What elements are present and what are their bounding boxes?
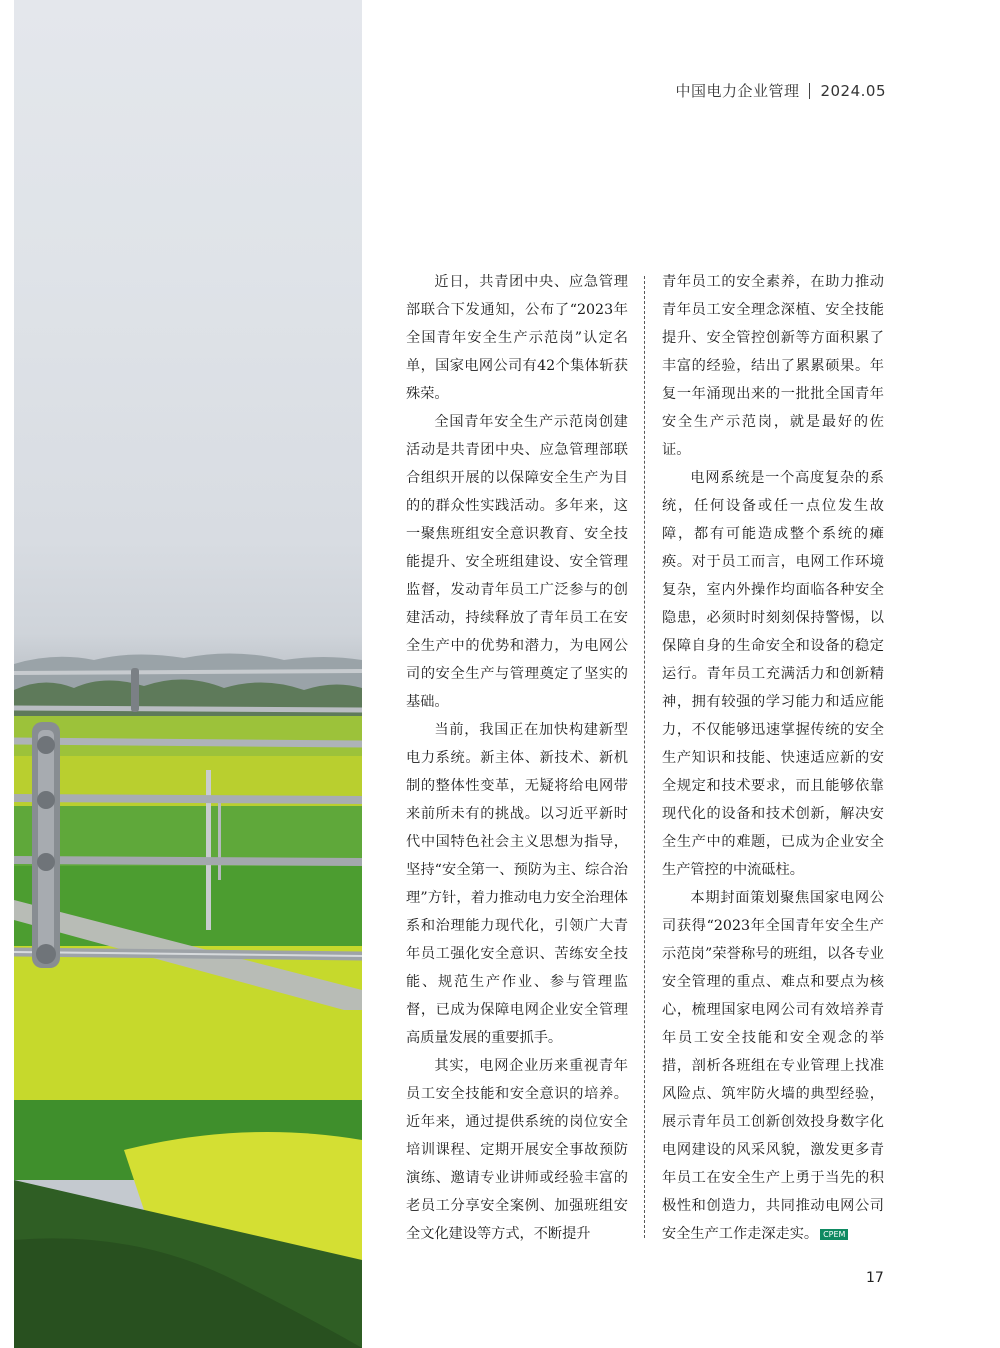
end-mark-badge: CPEM — [820, 1229, 848, 1240]
page-number: 17 — [866, 1270, 884, 1286]
running-header — [675, 80, 886, 101]
rapeseed-field-illustration — [14, 0, 362, 1348]
magazine-name: 中国电力企业管理 — [675, 82, 800, 100]
paragraph: 电网系统是一个高度复杂的系统，任何设备或任一点位发生故障，都有可能造成整个系统的瘫痪。对于员工而言，电网工作环境复杂，室内外操作均面临各种安全隐患，必须时时刻刻保持警惕，以保障自身的生命安全和设备的稳定运行。青年员工充满活力和创新精神，拥有较强的学习能力和适应能力，不仅能够迅速掌握传统的安全生产知识和技能、快速适应新的安全规定和技术要求，而且能够依靠现代化的设备和技术创新，解决安全生产中的难题，已成为企业安全生产管控的中流砥柱。 — [662, 470, 884, 878]
paragraph: 全国青年安全生产示范岗创建活动是共青团中央、应急管理部联合组织开展的以保障安全生产为目的的群众性实践活动。多年来，这一聚焦班组安全意识教育、安全技能提升、安全班组建设、安全管理监督，发动青年员工广泛参与的创建活动，持续释放了青年员工在安全生产中的优势和潜力，为电网公司的安全生产与管理奠定了坚实的基础。 — [406, 414, 628, 710]
field-yellow-2 — [14, 946, 362, 1100]
utility-pole-thin — [218, 800, 221, 880]
column-divider — [644, 276, 645, 1238]
paragraph: 其实，电网企业历来重视青年员工安全技能和安全意识的培养。近年来，通过提供系统的岗位安全培训课程、定期开展安全事故预防演练、邀请专业讲师或经验丰富的老员工分享安全案例、加强班组安全文化建设等方式，不断提升 — [406, 1058, 628, 1242]
cover-photo — [14, 0, 362, 1348]
paragraph: 当前，我国正在加快构建新型电力系统。新主体、新技术、新机制的整体性变革，无疑将给电网带来前所未有的挑战。以习近平新时代中国特色社会主义思想为指导，坚持“安全第一、预防为主、综合治理”方针，着力推动电力安全治理体系和治理能力现代化，引领广大青年员工强化安全意识、苦练安全技能、规范生产作业、参与管理监督，已成为保障电网企业安全管理高质量发展的重要抓手。 — [406, 722, 628, 1046]
article-column-right — [662, 268, 884, 1248]
paragraph-continuation: 青年员工的安全素养，在助力推动青年员工安全理念深植、安全技能提升、安全管控创新等方面积累了丰富的经验，结出了累累硕果。年复一年涌现出来的一批批全国青年安全生产示范岗，就是最好的佐证。 — [662, 274, 884, 458]
header-separator — [809, 83, 810, 99]
paragraph-final-text: 本期封面策划聚焦国家电网公司获得“2023年全国青年安全生产示范岗”荣誉称号的班组，以各专业安全管理的重点、难点和要点为核心，梳理国家电网公司有效培养青年员工安全技能和安全观念的举措，剖析各班组在专业管理上找准风险点、筑牢防火墙的典型经验，展示青年员工创新创效投身数字化电网建设的风采风貌，激发更多青年员工在安全生产上勇于当先的积极性和创造力，共同推动电网公司安全生产工作走深走实。 — [662, 890, 884, 1242]
utility-pole — [206, 770, 211, 930]
paragraph: 近日，共青团中央、应急管理部联合下发通知，公布了“2023年全国青年安全生产示范岗”认定名单，国家电网公司有42个集体斩获殊荣。 — [406, 274, 628, 402]
field-far — [14, 716, 362, 756]
paragraph-final — [662, 884, 884, 1248]
article-column-left — [406, 268, 628, 1248]
issue-number: 2024.05 — [820, 81, 886, 100]
